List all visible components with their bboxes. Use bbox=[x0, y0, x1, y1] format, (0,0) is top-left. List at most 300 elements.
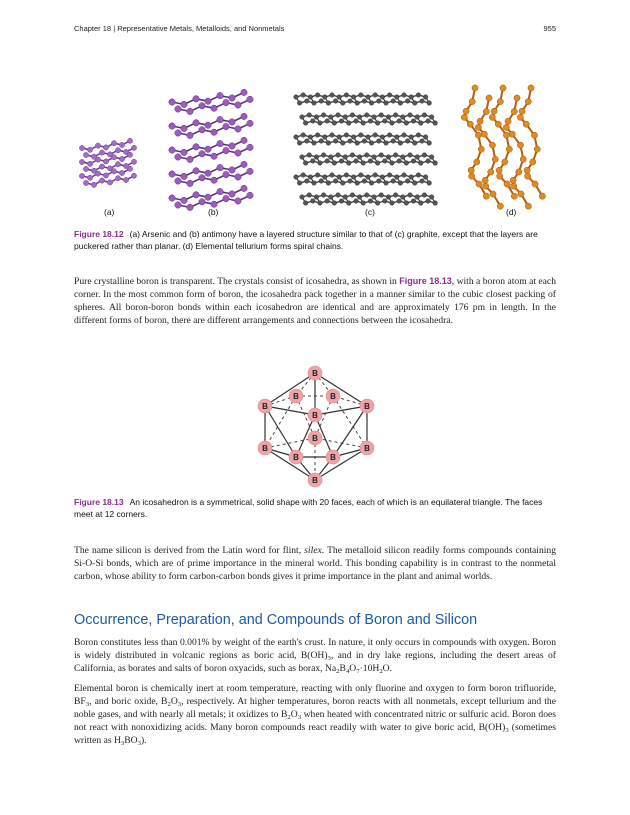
atom-sphere bbox=[303, 201, 308, 206]
atom-sphere bbox=[312, 101, 317, 106]
text-run: , and in dry lake regions, including the desert areas of California, as borates and salts of boron oxyacids, such as borax, Na bbox=[74, 650, 556, 675]
graphite-layered-structure bbox=[294, 93, 438, 206]
atom-sphere bbox=[95, 143, 100, 148]
atom-sphere bbox=[517, 142, 523, 148]
atom-sphere bbox=[433, 161, 438, 166]
subscript: 3 bbox=[177, 701, 182, 709]
atom-sphere bbox=[99, 150, 104, 155]
atom-sphere bbox=[386, 195, 391, 200]
text-run: O bbox=[170, 696, 178, 708]
atom-sphere bbox=[398, 141, 403, 146]
atom-sphere bbox=[416, 133, 421, 138]
atom-sphere bbox=[341, 101, 346, 106]
atom-sphere bbox=[333, 179, 338, 184]
atom-sphere bbox=[308, 95, 313, 100]
atom-sphere bbox=[330, 133, 335, 138]
atom-sphere bbox=[347, 161, 352, 166]
atom-sphere bbox=[325, 159, 330, 164]
atom-sphere bbox=[387, 93, 392, 98]
atom-sphere bbox=[193, 168, 199, 174]
atom-sphere bbox=[199, 151, 205, 157]
atom-sphere bbox=[373, 173, 378, 178]
atom-sphere bbox=[131, 145, 136, 150]
atom-sphere bbox=[303, 161, 308, 166]
atom-sphere bbox=[497, 203, 503, 209]
atom-sphere bbox=[319, 139, 324, 144]
atom-sphere bbox=[223, 99, 229, 105]
atom-sphere bbox=[523, 121, 529, 127]
atom-sphere bbox=[420, 99, 425, 104]
atom-sphere bbox=[405, 99, 410, 104]
atom-sphere bbox=[111, 155, 116, 160]
atom-sphere bbox=[318, 121, 323, 126]
atom-sphere bbox=[312, 181, 317, 186]
atom-sphere bbox=[307, 153, 312, 158]
boron-atom-label: B bbox=[262, 402, 268, 411]
atom-sphere bbox=[300, 195, 305, 200]
atom-sphere bbox=[241, 89, 247, 95]
atom-sphere bbox=[520, 156, 526, 162]
atom-sphere bbox=[205, 146, 211, 152]
atom-sphere bbox=[181, 197, 187, 203]
atom-sphere bbox=[333, 99, 338, 104]
atom-sphere bbox=[426, 159, 431, 164]
atom-sphere bbox=[402, 93, 407, 98]
boron-atom-label: B bbox=[312, 411, 318, 420]
atom-sphere bbox=[404, 161, 409, 166]
atom-sphere bbox=[330, 93, 335, 98]
atom-sphere bbox=[423, 175, 428, 180]
boron-atom-label: B bbox=[364, 444, 370, 453]
atom-sphere bbox=[169, 171, 175, 177]
paragraph-elemental-boron bbox=[74, 682, 556, 747]
atom-sphere bbox=[401, 195, 406, 200]
atom-sphere bbox=[326, 101, 331, 106]
atom-sphere bbox=[419, 201, 424, 206]
atom-sphere bbox=[205, 98, 211, 104]
text-run: , and boric oxide, B bbox=[89, 696, 168, 708]
atom-sphere bbox=[294, 135, 299, 140]
atom-sphere bbox=[510, 177, 516, 183]
atom-sphere bbox=[332, 121, 337, 126]
atom-sphere bbox=[350, 113, 355, 118]
atom-sphere bbox=[383, 159, 388, 164]
atom-sphere bbox=[489, 114, 495, 120]
atom-sphere bbox=[413, 141, 418, 146]
atom-sphere bbox=[329, 115, 334, 120]
text-run: Elemental boron is chemically inert at room temperature, reacting with only fluorine and oxygen to form boron trifluoride, BF bbox=[74, 683, 556, 708]
atom-sphere bbox=[229, 95, 235, 101]
atom-sphere bbox=[95, 171, 100, 176]
atom-sphere bbox=[314, 195, 319, 200]
atom-sphere bbox=[395, 95, 400, 100]
atom-sphere bbox=[229, 143, 235, 149]
atom-sphere bbox=[514, 95, 520, 101]
atom-sphere bbox=[377, 139, 382, 144]
atom-sphere bbox=[415, 155, 420, 160]
text-run: Boron constitutes less than 0.001% by weight of the earth's crust. In nature, it only occurs in compounds with oxygen. Boron is widely distributed in volcanic regions as boric acid, B(OH) bbox=[74, 637, 556, 662]
atom-sphere bbox=[311, 119, 316, 124]
atom-sphere bbox=[429, 155, 434, 160]
atom-sphere bbox=[401, 115, 406, 120]
atom-sphere bbox=[119, 142, 124, 147]
atom-sphere bbox=[321, 193, 326, 198]
atom-sphere bbox=[354, 159, 359, 164]
atom-sphere bbox=[387, 173, 392, 178]
atom-sphere bbox=[312, 141, 317, 146]
paragraph-crystalline-boron bbox=[74, 275, 556, 327]
atom-sphere bbox=[427, 181, 432, 186]
atom-sphere bbox=[347, 121, 352, 126]
atom-sphere bbox=[307, 193, 312, 198]
atom-sphere bbox=[380, 175, 385, 180]
atom-sphere bbox=[411, 199, 416, 204]
atom-sphere bbox=[344, 133, 349, 138]
atom-sphere bbox=[99, 164, 104, 169]
paragraph-boron-occurrence bbox=[74, 636, 556, 675]
atom-sphere bbox=[123, 177, 128, 182]
atom-sphere bbox=[181, 173, 187, 179]
atom-sphere bbox=[503, 132, 509, 138]
atom-sphere bbox=[87, 161, 92, 166]
atom-sphere bbox=[87, 175, 92, 180]
atom-sphere bbox=[491, 108, 497, 114]
atom-sphere bbox=[169, 99, 175, 105]
atom-sphere bbox=[511, 193, 517, 199]
atom-sphere bbox=[107, 180, 112, 185]
section-heading: Occurrence, Preparation, and Compounds of Boron and Silicon bbox=[74, 612, 478, 628]
atom-sphere bbox=[350, 193, 355, 198]
atom-sphere bbox=[205, 194, 211, 200]
tellurium-spiral-chains bbox=[461, 85, 545, 209]
atom-sphere bbox=[525, 98, 531, 104]
subscript: 3 bbox=[297, 714, 302, 722]
atom-sphere bbox=[314, 115, 319, 120]
atom-sphere bbox=[366, 175, 371, 180]
atom-sphere bbox=[205, 122, 211, 128]
atom-sphere bbox=[395, 175, 400, 180]
atom-sphere bbox=[247, 168, 253, 174]
atom-sphere bbox=[469, 98, 475, 104]
paragraph-text: , with a boron atom at each corner. In the most common form of boron, the icosahedra pack together in a manner similar to the cubic closest packing of spheres. All boron-boron bonds within each icosahedron are identical and are approximately 176 pm in length. In the different forms of boron, there are different arrangements and connections between the icosahedra. bbox=[74, 276, 556, 327]
atom-sphere bbox=[83, 180, 88, 185]
atom-sphere bbox=[99, 178, 104, 183]
text-run: (sometimes written as H bbox=[74, 722, 556, 747]
atom-sphere bbox=[297, 101, 302, 106]
atom-sphere bbox=[397, 159, 402, 164]
atom-sphere bbox=[517, 114, 523, 120]
atom-sphere bbox=[362, 139, 367, 144]
atom-sphere bbox=[115, 176, 120, 181]
atom-sphere bbox=[187, 156, 193, 162]
atom-sphere bbox=[318, 201, 323, 206]
atom-sphere bbox=[426, 199, 431, 204]
atom-sphere bbox=[404, 121, 409, 126]
subscript: 2 bbox=[379, 668, 383, 676]
atom-sphere bbox=[336, 153, 341, 158]
atom-sphere bbox=[169, 195, 175, 201]
atom-sphere bbox=[199, 127, 205, 133]
atom-sphere bbox=[433, 201, 438, 206]
atom-sphere bbox=[372, 195, 377, 200]
figure-18-13-label: Figure 18.13 bbox=[74, 497, 124, 507]
atom-sphere bbox=[379, 153, 384, 158]
atom-sphere bbox=[217, 92, 223, 98]
atom-sphere bbox=[344, 93, 349, 98]
atom-sphere bbox=[416, 173, 421, 178]
atom-sphere bbox=[305, 179, 310, 184]
atom-sphere bbox=[477, 118, 483, 124]
atom-sphere bbox=[348, 99, 353, 104]
atom-sphere bbox=[511, 183, 517, 189]
atom-sphere bbox=[401, 155, 406, 160]
atom-sphere bbox=[217, 116, 223, 122]
atom-sphere bbox=[469, 173, 475, 179]
text-run: ·10H bbox=[359, 663, 380, 675]
atom-sphere bbox=[375, 121, 380, 126]
subscript: 2 bbox=[336, 668, 340, 676]
atom-sphere bbox=[368, 119, 373, 124]
boron-atom-label: B bbox=[330, 453, 336, 462]
atom-sphere bbox=[419, 121, 424, 126]
atom-sphere bbox=[341, 141, 346, 146]
text-run: B bbox=[339, 663, 346, 675]
atom-sphere bbox=[497, 173, 503, 179]
atom-sphere bbox=[393, 193, 398, 198]
page-number: 955 bbox=[543, 24, 556, 33]
boron-atom-label: B bbox=[364, 402, 370, 411]
atom-sphere bbox=[343, 115, 348, 120]
atom-sphere bbox=[305, 99, 310, 104]
boron-atom-label: B bbox=[312, 476, 318, 485]
subscript: 3 bbox=[120, 740, 125, 748]
atom-sphere bbox=[127, 166, 132, 171]
atom-sphere bbox=[390, 201, 395, 206]
boron-atom-label: B bbox=[293, 453, 299, 462]
atom-sphere bbox=[301, 133, 306, 138]
atom-sphere bbox=[357, 115, 362, 120]
atom-sphere bbox=[420, 139, 425, 144]
atom-sphere bbox=[169, 147, 175, 153]
atom-sphere bbox=[337, 135, 342, 140]
atom-sphere bbox=[229, 119, 235, 125]
atom-sphere bbox=[350, 153, 355, 158]
atom-sphere bbox=[79, 173, 84, 178]
atom-sphere bbox=[488, 169, 494, 175]
atom-sphere bbox=[355, 141, 360, 146]
atom-sphere bbox=[294, 175, 299, 180]
atom-sphere bbox=[390, 161, 395, 166]
atom-sphere bbox=[509, 131, 515, 137]
atom-sphere bbox=[83, 152, 88, 157]
atom-sphere bbox=[423, 95, 428, 100]
atom-sphere bbox=[427, 101, 432, 106]
atom-sphere bbox=[175, 178, 181, 184]
atom-sphere bbox=[332, 161, 337, 166]
text-run: ). bbox=[140, 735, 147, 747]
atom-sphere bbox=[111, 141, 116, 146]
atom-sphere bbox=[181, 101, 187, 107]
atom-sphere bbox=[319, 179, 324, 184]
atom-sphere bbox=[416, 93, 421, 98]
atom-sphere bbox=[199, 103, 205, 109]
atom-sphere bbox=[229, 191, 235, 197]
latin-word-silex: silex bbox=[304, 545, 322, 556]
atom-sphere bbox=[422, 113, 427, 118]
atom-sphere bbox=[377, 99, 382, 104]
panel-label-c: (c) bbox=[365, 207, 375, 217]
subscript: 3 bbox=[85, 701, 90, 709]
panel-label-d: (d) bbox=[506, 207, 517, 217]
atom-sphere bbox=[351, 175, 356, 180]
boron-atom-label: B bbox=[312, 434, 318, 443]
atom-sphere bbox=[506, 146, 512, 152]
atom-sphere bbox=[518, 191, 524, 197]
atom-sphere bbox=[355, 101, 360, 106]
atom-sphere bbox=[247, 120, 253, 126]
atom-sphere bbox=[119, 170, 124, 175]
atom-sphere bbox=[531, 132, 537, 138]
atom-sphere bbox=[301, 173, 306, 178]
atom-sphere bbox=[333, 139, 338, 144]
subscript: 3 bbox=[505, 727, 509, 735]
atom-sphere bbox=[361, 161, 366, 166]
atom-sphere bbox=[413, 101, 418, 106]
atom-sphere bbox=[409, 95, 414, 100]
atom-sphere bbox=[308, 135, 313, 140]
atom-sphere bbox=[329, 195, 334, 200]
atom-sphere bbox=[411, 159, 416, 164]
atom-sphere bbox=[375, 201, 380, 206]
atom-sphere bbox=[386, 115, 391, 120]
atom-sphere bbox=[111, 169, 116, 174]
visible-edge bbox=[265, 448, 315, 480]
atom-sphere bbox=[325, 119, 330, 124]
atom-sphere bbox=[95, 157, 100, 162]
atom-sphere bbox=[408, 153, 413, 158]
atom-sphere bbox=[343, 195, 348, 200]
atom-sphere bbox=[404, 201, 409, 206]
atom-sphere bbox=[87, 147, 92, 152]
atom-sphere bbox=[411, 119, 416, 124]
atom-sphere bbox=[175, 106, 181, 112]
atom-sphere bbox=[91, 182, 96, 187]
atom-sphere bbox=[235, 102, 241, 108]
figure-18-12-label: Figure 18.12 bbox=[74, 229, 124, 239]
atom-sphere bbox=[329, 155, 334, 160]
atom-sphere bbox=[119, 156, 124, 161]
atom-sphere bbox=[415, 115, 420, 120]
atom-sphere bbox=[373, 93, 378, 98]
atom-sphere bbox=[217, 140, 223, 146]
text-run: O bbox=[349, 663, 357, 675]
atom-sphere bbox=[211, 129, 217, 135]
atom-sphere bbox=[241, 161, 247, 167]
subscript: 2 bbox=[167, 701, 171, 709]
visible-edge bbox=[265, 373, 315, 406]
atom-sphere bbox=[372, 155, 377, 160]
atom-sphere bbox=[193, 96, 199, 102]
atom-sphere bbox=[492, 156, 498, 162]
atom-sphere bbox=[223, 123, 229, 129]
subscript: 7 bbox=[356, 668, 360, 676]
atom-sphere bbox=[229, 167, 235, 173]
subscript: 4 bbox=[345, 668, 350, 676]
atom-sphere bbox=[351, 95, 356, 100]
atom-sphere bbox=[413, 181, 418, 186]
atom-sphere bbox=[369, 141, 374, 146]
panel-label-a: (a) bbox=[104, 207, 115, 217]
atom-sphere bbox=[525, 203, 531, 209]
atom-sphere bbox=[341, 181, 346, 186]
boron-atom-label: B bbox=[293, 392, 299, 401]
atom-sphere bbox=[391, 99, 396, 104]
atom-sphere bbox=[211, 105, 217, 111]
atom-sphere bbox=[175, 202, 181, 208]
text-run: , respectively. At higher temperatures, boron reacts with all nonmetals, except tellurium and the noble gases, and with nearly all metals; it oxidizes to B bbox=[74, 696, 556, 721]
icosahedron-diagram bbox=[245, 363, 385, 493]
figure-18-13-link[interactable]: Figure 18.13 bbox=[399, 276, 452, 286]
atom-sphere bbox=[323, 135, 328, 140]
atom-sphere bbox=[357, 155, 362, 160]
atom-sphere bbox=[503, 124, 509, 130]
atom-sphere bbox=[223, 171, 229, 177]
atom-sphere bbox=[343, 155, 348, 160]
atom-sphere bbox=[344, 173, 349, 178]
atom-sphere bbox=[359, 133, 364, 138]
atom-sphere bbox=[402, 133, 407, 138]
atom-sphere bbox=[496, 167, 502, 173]
atom-sphere bbox=[223, 147, 229, 153]
atom-sphere bbox=[475, 132, 481, 138]
atom-sphere bbox=[354, 199, 359, 204]
text-run: BO bbox=[124, 735, 138, 747]
atom-sphere bbox=[409, 175, 414, 180]
atom-sphere bbox=[308, 175, 313, 180]
atom-sphere bbox=[502, 159, 508, 165]
atom-sphere bbox=[505, 118, 511, 124]
atom-sphere bbox=[323, 175, 328, 180]
arsenic-layered-structure bbox=[79, 138, 136, 187]
atom-sphere bbox=[393, 113, 398, 118]
atom-sphere bbox=[427, 141, 432, 146]
panel-label-b: (b) bbox=[208, 207, 219, 217]
atom-sphere bbox=[127, 152, 132, 157]
atom-sphere bbox=[504, 181, 510, 187]
atom-sphere bbox=[372, 115, 377, 120]
atom-sphere bbox=[362, 179, 367, 184]
atom-sphere bbox=[483, 193, 489, 199]
subscript: 2 bbox=[287, 714, 291, 722]
atom-sphere bbox=[519, 108, 525, 114]
atom-sphere bbox=[359, 173, 364, 178]
atom-sphere bbox=[297, 141, 302, 146]
atom-sphere bbox=[393, 153, 398, 158]
subscript: 3 bbox=[137, 740, 141, 748]
atom-sphere bbox=[405, 179, 410, 184]
atom-sphere bbox=[524, 167, 530, 173]
atom-sphere bbox=[481, 131, 487, 137]
atom-sphere bbox=[365, 193, 370, 198]
visible-edge bbox=[265, 406, 315, 415]
figure-18-12-structures bbox=[70, 70, 560, 225]
figure-18-13-caption bbox=[74, 497, 556, 520]
atom-sphere bbox=[332, 201, 337, 206]
atom-sphere bbox=[391, 179, 396, 184]
atom-sphere bbox=[530, 159, 536, 165]
atom-sphere bbox=[369, 181, 374, 186]
atom-sphere bbox=[339, 119, 344, 124]
